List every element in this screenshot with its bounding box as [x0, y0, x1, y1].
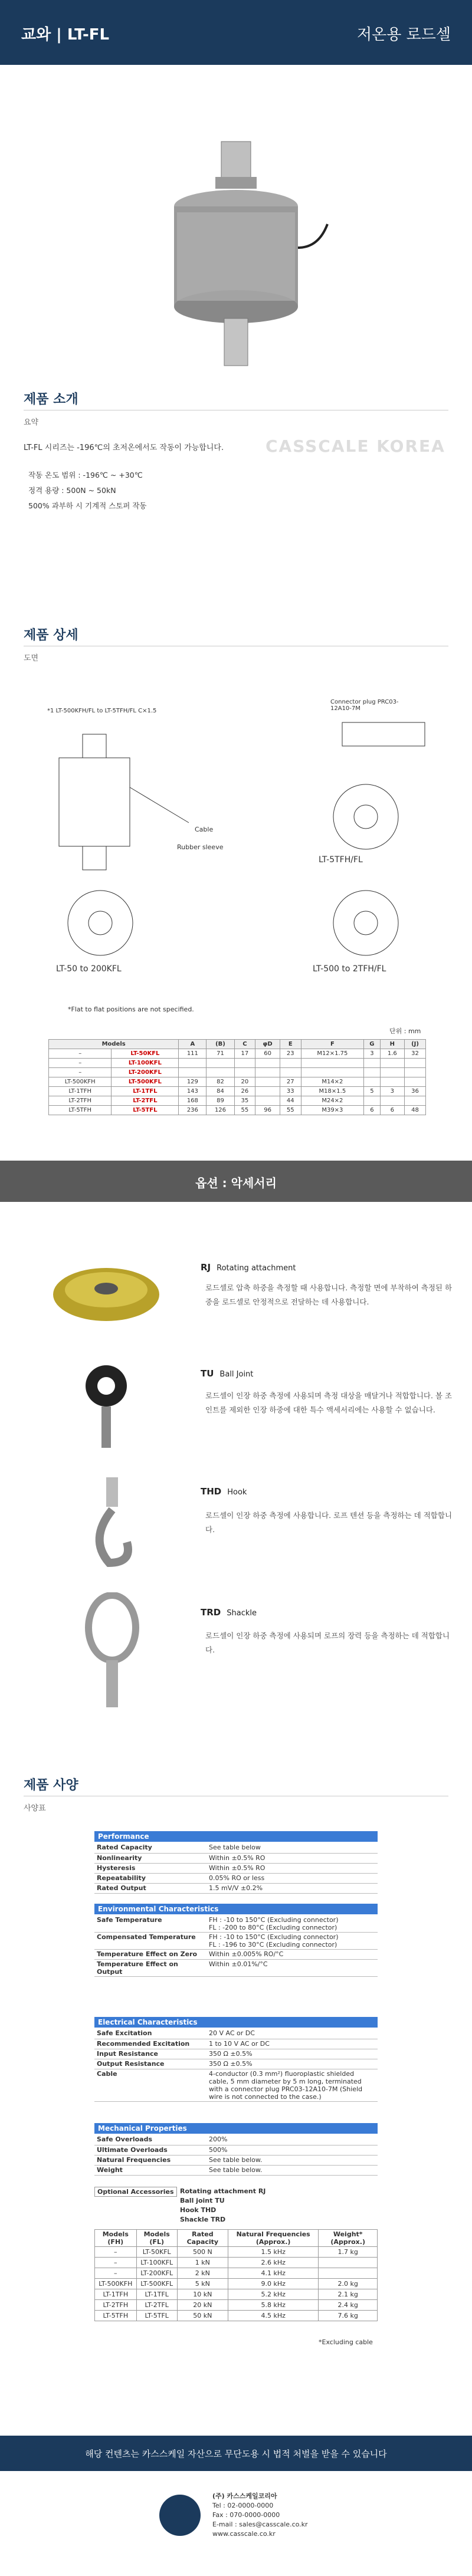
table-cell: 9.0 kHz — [228, 2279, 319, 2289]
spec-row — [94, 2039, 378, 2049]
table-cell: 143 — [179, 1087, 206, 1096]
electrical-table — [94, 2029, 378, 2102]
spec-key: Natural Frequencies — [94, 2155, 206, 2165]
spec-value: 0.05% RO or less — [206, 1873, 378, 1883]
option-rj: RJ Rotating attachment — [201, 1262, 296, 1273]
accessories-label: Optional Accessories — [94, 2187, 177, 2197]
table-cell: 82 — [206, 1077, 234, 1087]
table-cell: 2.6 kHz — [228, 2258, 319, 2268]
table-cell — [364, 1059, 380, 1068]
table-cell: 2.0 kg — [319, 2279, 378, 2289]
table-cell — [364, 1068, 380, 1077]
table-cell: 236 — [179, 1106, 206, 1115]
spec-row — [94, 1883, 378, 1893]
spec-subtitle: 사양표 — [24, 1804, 46, 1813]
spec-key: Repeatability — [94, 1873, 206, 1883]
table-cell — [301, 1068, 364, 1077]
table-cell — [380, 1096, 404, 1106]
spec-key: Ultimate Overloads — [94, 2145, 206, 2155]
table-cell — [255, 1077, 280, 1087]
table-cell: 2 kN — [177, 2268, 228, 2279]
spec-row — [94, 1933, 378, 1950]
hook-image — [77, 1474, 148, 1581]
table-cell: M14×2 — [301, 1077, 364, 1087]
accessory-item: Shackle TRD — [180, 2216, 226, 2223]
company-logo — [159, 2495, 201, 2536]
spec-key: Safe Temperature — [94, 1915, 206, 1933]
spec-value: 200% — [206, 2135, 378, 2145]
models-note: *Excluding cable — [319, 2338, 373, 2346]
flat-note: *Flat to flat positions are not specified. — [68, 1006, 194, 1013]
view-label-50: LT-50 to 200KFL — [56, 964, 122, 974]
table-cell: 26 — [234, 1087, 255, 1096]
option-trd-desc: 로드셀이 인장 하중 측정에 사용되며 로프의 장력 등을 측정하는 데 적합합니다. — [205, 1631, 450, 1654]
table-cell: 96 — [255, 1106, 280, 1115]
spec-row — [94, 1863, 378, 1873]
table-row — [49, 1087, 426, 1096]
table-cell — [206, 1068, 234, 1077]
table-cell: 33 — [280, 1087, 301, 1096]
th: H — [380, 1040, 404, 1049]
spec-row — [94, 1853, 378, 1863]
table-cell: M12×1.75 — [301, 1049, 364, 1059]
accessory-item: Rotating attachment RJ — [180, 2187, 266, 2195]
page-header — [0, 0, 472, 65]
table-cell: LT-5TFH — [95, 2311, 137, 2321]
spec-key: Output Resistance — [94, 2059, 206, 2069]
footer-notice: 해당 컨텐츠는 카스스케일 자산으로 무단도용 시 법적 처벌을 받을 수 있습니다 — [85, 2449, 387, 2459]
table-cell: M39×3 — [301, 1106, 364, 1115]
table-cell: 5 — [364, 1087, 380, 1096]
table-cell: LT-100KFL — [112, 1059, 179, 1068]
table-cell: – — [49, 1059, 112, 1068]
spec-key: Recommended Excitation — [94, 2039, 206, 2049]
table-cell — [405, 1068, 426, 1077]
environmental-table — [94, 1915, 378, 1977]
option-trd: TRD Shackle — [201, 1607, 257, 1618]
spec-value: 1 to 10 V AC or DC — [206, 2039, 378, 2049]
unit-label: 단위 : mm — [389, 1027, 421, 1035]
th: G — [364, 1040, 380, 1049]
models-table — [94, 2229, 378, 2321]
table-cell: 55 — [234, 1106, 255, 1115]
option-tu-desc: 로드셀이 인장 하중 측정에 사용되며 측정 대상을 매달거나 적합합니다. 볼 조인트를 제외한 인장 하중에 대한 특수 액세서리에는 사용할 수 없습니다. — [205, 1391, 453, 1414]
table-cell — [255, 1096, 280, 1106]
accessory-item: Hook THD — [180, 2206, 217, 2214]
th: E — [280, 1040, 301, 1049]
rotating-attachment-image — [47, 1253, 165, 1330]
intro-bullet: 작동 온도 범위 : -196℃ ~ +30℃ — [28, 471, 143, 479]
table-cell: LT-2TFH — [95, 2300, 137, 2311]
spec-value: 350 Ω ±0.5% — [206, 2049, 378, 2059]
table-cell — [380, 1059, 404, 1068]
table-cell: LT-500KFL — [112, 1077, 179, 1087]
table-cell — [206, 1059, 234, 1068]
detail-subtitle: 도면 — [24, 654, 39, 663]
spec-value: Within ±0.5% RO — [206, 1863, 378, 1873]
table-cell: 5 kN — [177, 2279, 228, 2289]
table-cell: LT-50KFL — [112, 1049, 179, 1059]
table-cell: 48 — [405, 1106, 426, 1115]
spec-value: Within ±0.5% RO — [206, 1853, 378, 1863]
spec-key: Input Resistance — [94, 2049, 206, 2059]
table-cell: 129 — [179, 1077, 206, 1087]
spec-row — [94, 1915, 378, 1933]
table-cell: 168 — [179, 1096, 206, 1106]
cable-label: Cable — [195, 826, 214, 833]
th: F — [301, 1040, 364, 1049]
table-cell — [255, 1087, 280, 1096]
spec-key: Hysteresis — [94, 1863, 206, 1873]
table-row — [95, 2311, 378, 2321]
option-tu: TU Ball Joint — [201, 1368, 254, 1379]
table-cell: LT-500KFH — [49, 1077, 112, 1087]
table-cell — [405, 1059, 426, 1068]
spec-title: 제품 사양 — [24, 1778, 78, 1793]
company-info — [212, 2492, 308, 2539]
table-cell — [380, 1068, 404, 1077]
table-cell: 71 — [206, 1049, 234, 1059]
view-label-5tfh: LT-5TFH/FL — [319, 855, 363, 865]
table-cell: 20 — [234, 1077, 255, 1087]
table-cell: 20 kN — [177, 2300, 228, 2311]
company-name: (주) 카스스케일코리아 — [212, 2492, 277, 2500]
spec-row — [94, 2059, 378, 2069]
spec-row — [94, 1950, 378, 1960]
th: Models (FH) — [95, 2230, 137, 2247]
spec-row — [94, 2029, 378, 2039]
table-cell: 1.6 — [380, 1049, 404, 1059]
table-cell — [179, 1059, 206, 1068]
th: C — [234, 1040, 255, 1049]
option-thd-desc: 로드셀이 인장 하중 측정에 사용합니다. 로프 텐션 등을 측정하는 데 적합합니다. — [205, 1511, 453, 1534]
table-cell: 2.4 kg — [319, 2300, 378, 2311]
table-cell: LT-2TFL — [112, 1096, 179, 1106]
spec-value: See table below. — [206, 2155, 378, 2165]
table-cell — [179, 1068, 206, 1077]
spec-value: 500% — [206, 2145, 378, 2155]
table-cell — [280, 1068, 301, 1077]
table-cell: – — [95, 2247, 137, 2258]
table-cell: – — [49, 1068, 112, 1077]
accessory-item: Ball joint TU — [180, 2197, 225, 2204]
spec-value: Within ±0.005% RO/°C — [206, 1950, 378, 1960]
table-cell: 89 — [206, 1096, 234, 1106]
table-cell: 7.6 kg — [319, 2311, 378, 2321]
option-thd: THD Hook — [201, 1486, 247, 1497]
header-subtitle: 저온용 로드셀 — [357, 26, 451, 44]
table-cell — [255, 1059, 280, 1068]
table-cell: 3 — [364, 1049, 380, 1059]
th: (J) — [405, 1040, 426, 1049]
table-row — [49, 1106, 426, 1115]
product-photo — [142, 130, 330, 377]
view-label-500: LT-500 to 2TFH/FL — [313, 964, 386, 974]
table-cell: – — [95, 2258, 137, 2268]
table-cell: LT-50KFL — [136, 2247, 177, 2258]
option-rj-desc: 로드셀로 압축 하중을 측정할 때 사용합니다. 측정할 면에 부착하여 측정된 하중을 로드셀로 안정적으로 전달하는 데 사용합니다. — [205, 1283, 453, 1306]
table-cell — [301, 1059, 364, 1068]
table-cell: 126 — [206, 1106, 234, 1115]
spec-value: See table below — [206, 1843, 378, 1853]
intro-title: 제품 소개 — [24, 392, 78, 407]
spec-key: Safe Excitation — [94, 2029, 206, 2039]
table-cell: 60 — [255, 1049, 280, 1059]
table-cell: 23 — [280, 1049, 301, 1059]
table-row — [49, 1049, 426, 1059]
dimension-drawing — [35, 717, 448, 970]
spec-value: FH : -10 to 150°C (Excluding connector) FL : -200 to 80°C (Excluding connector) — [206, 1915, 378, 1933]
table-cell: 4.5 kHz — [228, 2311, 319, 2321]
table-cell: 10 kN — [177, 2289, 228, 2300]
table-cell: LT-5TFL — [112, 1106, 179, 1115]
spec-key: Rated Output — [94, 1883, 206, 1893]
intro-lead: LT-FL 시리즈는 -196℃의 초저온에서도 작동이 가능합니다. — [24, 443, 224, 452]
table-cell: LT-100KFL — [136, 2258, 177, 2268]
table-cell: 55 — [280, 1106, 301, 1115]
table-cell: 44 — [280, 1096, 301, 1106]
table-cell — [364, 1096, 380, 1106]
table-cell: 17 — [234, 1049, 255, 1059]
table-cell: 1.7 kg — [319, 2247, 378, 2258]
table-cell: 6 — [380, 1106, 404, 1115]
spec-key: Temperature Effect on Output — [94, 1960, 206, 1977]
connector-label: Connector plug PRC03-12A10-7M — [330, 699, 399, 712]
drawing-note: *1 LT-500KFH/FL to LT-5TFH/FL C×1.5 — [47, 708, 157, 714]
table-cell: 3 — [380, 1087, 404, 1096]
table-cell: 500 N — [177, 2247, 228, 2258]
table-cell — [234, 1059, 255, 1068]
mechanical-table — [94, 2135, 378, 2176]
table-cell: LT-5TFH — [49, 1106, 112, 1115]
intro-subtitle: 요약 — [24, 418, 39, 427]
dimension-table — [48, 1039, 426, 1115]
th: (B) — [206, 1040, 234, 1049]
table-cell — [234, 1068, 255, 1077]
th: Models — [49, 1040, 179, 1049]
table-cell: 2.1 kg — [319, 2289, 378, 2300]
spec-key: Temperature Effect on Zero — [94, 1950, 206, 1960]
company-tel: Tel : 02-0000-0000 — [212, 2502, 274, 2509]
spec-row — [94, 2135, 378, 2145]
ball-joint-image — [71, 1362, 142, 1451]
table-cell: 32 — [405, 1049, 426, 1059]
accessories-list — [180, 2187, 266, 2225]
table-cell: 111 — [179, 1049, 206, 1059]
spec-row — [94, 2165, 378, 2175]
table-cell — [319, 2258, 378, 2268]
table-cell: LT-2TFL — [136, 2300, 177, 2311]
spec-value: FH : -10 to 150°C (Excluding connector) FL : -196 to 30°C (Excluding connector) — [206, 1933, 378, 1950]
spec-key: Nonlinearity — [94, 1853, 206, 1863]
spec-row — [94, 2155, 378, 2165]
table-row — [49, 1059, 426, 1068]
table-row — [49, 1096, 426, 1106]
company-email: E-mail : sales@casscale.co.kr — [212, 2521, 308, 2528]
footer-band — [0, 2436, 472, 2471]
table-row — [49, 1068, 426, 1077]
table-cell: LT-5TFL — [136, 2311, 177, 2321]
th: Models (FL) — [136, 2230, 177, 2247]
table-cell: LT-200KFL — [136, 2268, 177, 2279]
table-cell: LT-1TFH — [95, 2289, 137, 2300]
table-cell: 5.8 kHz — [228, 2300, 319, 2311]
spec-value: See table below. — [206, 2165, 378, 2175]
table-cell: 6 — [364, 1106, 380, 1115]
spec-key: Rated Capacity — [94, 1843, 206, 1853]
mechanical-header: Mechanical Properties — [94, 2123, 378, 2134]
detail-title: 제품 상세 — [24, 628, 78, 643]
spec-value: 350 Ω ±0.5% — [206, 2059, 378, 2069]
table-cell: 5.2 kHz — [228, 2289, 319, 2300]
rubber-label: Rubber sleeve — [177, 843, 224, 851]
table-cell: LT-1TFL — [136, 2289, 177, 2300]
table-cell — [380, 1077, 404, 1087]
table-cell: 84 — [206, 1087, 234, 1096]
table-row — [95, 2258, 378, 2268]
intro-bullet: 정격 용량 : 500N ~ 50kN — [28, 486, 116, 495]
table-cell: 36 — [405, 1087, 426, 1096]
table-cell: 35 — [234, 1096, 255, 1106]
spec-row — [94, 2049, 378, 2059]
spec-key: Cable — [94, 2069, 206, 2101]
table-cell: LT-500KFL — [136, 2279, 177, 2289]
options-title: 옵션 : 악세서리 — [195, 1176, 277, 1190]
environmental-header: Environmental Characteristics — [94, 1904, 378, 1914]
table-cell — [405, 1096, 426, 1106]
spec-row — [94, 1843, 378, 1853]
table-cell: 1 kN — [177, 2258, 228, 2268]
spec-key: Compensated Temperature — [94, 1933, 206, 1950]
table-cell: LT-1TFH — [49, 1087, 112, 1096]
options-band — [0, 1161, 472, 1202]
spec-row — [94, 2145, 378, 2155]
spec-row — [94, 1873, 378, 1883]
th: A — [179, 1040, 206, 1049]
shackle-image — [77, 1592, 148, 1710]
table-cell: 50 kN — [177, 2311, 228, 2321]
company-fax: Fax : 070-0000-0000 — [212, 2511, 280, 2519]
table-row — [49, 1077, 426, 1087]
table-cell: LT-200KFL — [112, 1068, 179, 1077]
spec-value: 4-conductor (0.3 mm²) fluoroplastic shielded cable, 5 mm diameter by 5 m long, terminated with a connector plug PRC03-12A10-7M (Shield wire is not connected to the case.) — [206, 2069, 378, 2101]
table-cell: – — [95, 2268, 137, 2279]
spec-value: Within ±0.01%/°C — [206, 1960, 378, 1977]
spec-key: Safe Overloads — [94, 2135, 206, 2145]
table-cell — [280, 1059, 301, 1068]
table-cell — [405, 1077, 426, 1087]
table-cell: M24×2 — [301, 1096, 364, 1106]
table-cell: 27 — [280, 1077, 301, 1087]
electrical-header: Electrical Characteristics — [94, 2017, 378, 2028]
spec-value: 1.5 mV/V ±0.2% — [206, 1883, 378, 1893]
table-row — [95, 2268, 378, 2279]
th: Weight* (Approx.) — [319, 2230, 378, 2247]
table-cell — [255, 1068, 280, 1077]
th: Natural Frequencies (Approx.) — [228, 2230, 319, 2247]
table-row — [95, 2247, 378, 2258]
th: φD — [255, 1040, 280, 1049]
table-cell — [319, 2268, 378, 2279]
table-cell: LT-2TFH — [49, 1096, 112, 1106]
spec-row — [94, 1960, 378, 1977]
table-cell: 1.5 kHz — [228, 2247, 319, 2258]
table-cell: LT-500KFH — [95, 2279, 137, 2289]
spec-key: Weight — [94, 2165, 206, 2175]
table-cell: LT-1TFL — [112, 1087, 179, 1096]
table-row — [95, 2289, 378, 2300]
spec-value: 20 V AC or DC — [206, 2029, 378, 2039]
spec-row — [94, 2069, 378, 2101]
company-web: www.casscale.co.kr — [212, 2530, 276, 2538]
th: Rated Capacity — [177, 2230, 228, 2247]
header-title: 교와 | LT-FL — [21, 26, 110, 44]
table-cell: – — [49, 1049, 112, 1059]
performance-header: Performance — [94, 1831, 378, 1842]
table-row — [95, 2300, 378, 2311]
table-cell: M18×1.5 — [301, 1087, 364, 1096]
table-cell — [364, 1077, 380, 1087]
table-cell: 4.1 kHz — [228, 2268, 319, 2279]
performance-table — [94, 1843, 378, 1894]
table-row — [95, 2279, 378, 2289]
watermark: CASSCALE KOREA — [266, 436, 445, 456]
intro-bullet: 500% 과부하 시 기계적 스토퍼 작동 — [28, 501, 147, 510]
